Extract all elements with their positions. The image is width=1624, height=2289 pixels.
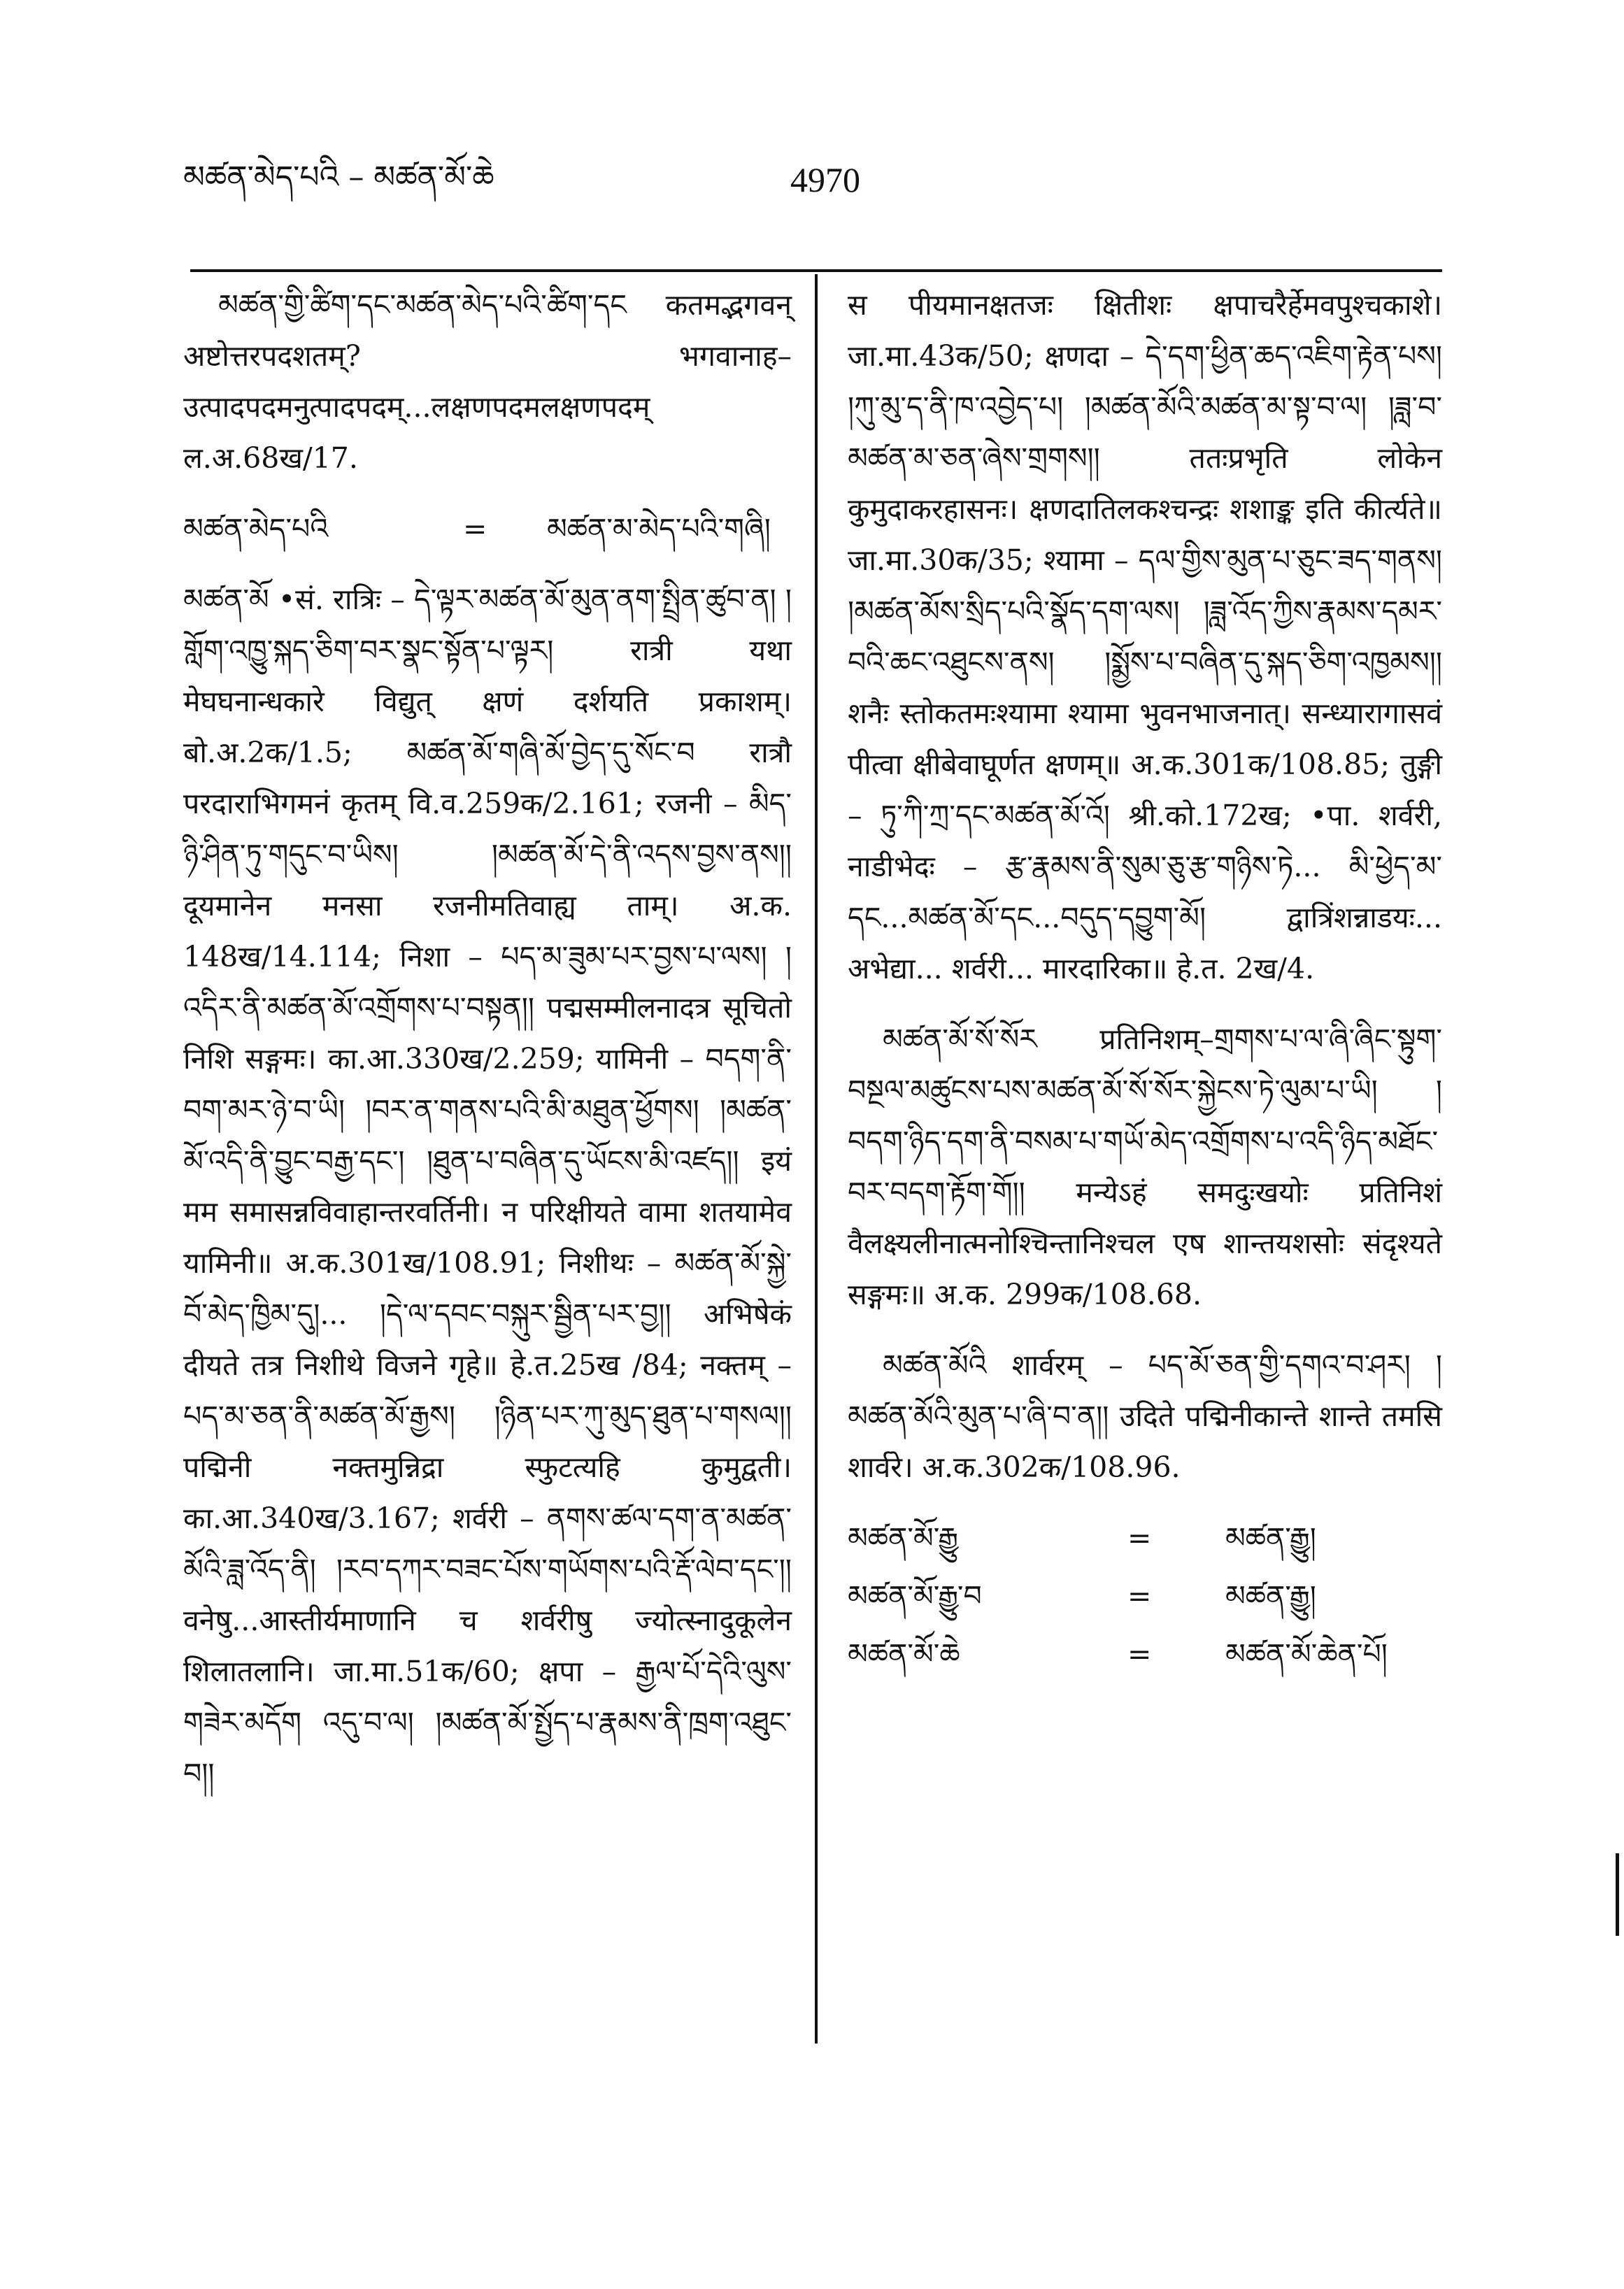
cross-reference-row (848, 1571, 1442, 1622)
cross-reference: མཚན་རྒྱུ། (1225, 1521, 1316, 1555)
cross-reference-row (183, 504, 792, 555)
cross-reference: མཚན་མ་མེད་པའི་གཞི། (547, 512, 771, 545)
entry-paragraph: མཚན་མོ •सं. रात्रिः – དེ་ལྟར་མཚན་མོ་མུན་ནག་སྤྲིན་ཚུབ་ན། །གློག་འཁྱུ་སྐད་ཅིག་བར་སྣང་སྟོན་པ་ལྟར། रात्री यथा मेघघनान्धकारे विद्युत् क्षणं दर्शयति प्रकाशम्। बो.अ.2क/1.5; མཚན་མོ་གཞི་མོ་བྱེད་དུ་སོང་བ रात्रौ परदाराभिगमनं कृतम् वि.व.259क/2.161; रजनी – མིད་ཉི་ཤིན་ཏུ་གདུང་བ་ཡིས། །མཚན་མོ་དེ་ནི་འདས་བྱས་ནས།། दूयमानेन मनसा रजनीमतिवाह्य ताम्। अ.क. 148ख/14.114; निशा – པད་མ་ཟུམ་པར་བྱས་པ་ལས། །འདིར་ནི་མཚན་མོ་འགྲོགས་པ་བསྟན།། पद्मसम्मीलनादत्र सूचितो निशि सङ्गमः। का.आ.330ख/2.259; यामिनी – བདག་ནི་བག་མར་ཉེ་བ་ཡི། །བར་ན་གནས་པའི་མི་མཐུན་ཕྱོགས། །མཚན་མོ་འདི་ནི་བྱུང་བརྒྱ་དང་། །ཐུན་པ་བཞིན་དུ་ཡོངས་མི་འཛད།། इयं मम समासन्नविवाहान्तरवर्तिनी। न परिक्षीयते वामा शतयामेव यामिनी॥ अ.क.301ख/108.91; निशीथः – མཚན་མོ་སྐྱེ་བོ་མེད་ཁྱིམ་དུ།... །དེ་ལ་དབང་བསྐུར་སྦྱིན་པར་བྱ།། अभिषेकं दीयते तत्र निशीथे विजने गृहे॥ हे.त.25ख /84; नक्तम् – པད་མ་ཅན་ནི་མཚན་མོ་རྒྱས། །ཉིན་པར་ཀུ་མུད་ཐུན་པ་གསལ།། पद्मिनी नक्तमुन्निद्रा स्फुटत्यहि कुमुद्वती। का.आ.340ख/3.167; शर्वरी – ནགས་ཚལ་དག་ན་མཚན་མོའི་ཟླ་འོད་ནི། །རབ་དཀར་བཟང་པོས་གཡོགས་པའི་རྡོ་ལེབ་དང་།། वनेषु...आस्तीर्यमाणानि च शर्वरीषु ज्योत्स्नादुकूलेन शिलातलानि। जा.मा.51क/60; क्षपा – རྒྱལ་པོ་དེའི་ལུས་གཟེར་མདོག འདུ་བ་ལ། །མཚན་མོ་སྤྱོད་པ་རྣམས་ནི་ཁྲག་འཐུང་བ།། (183, 583, 792, 1790)
equals-sign: = (1127, 1579, 1152, 1613)
running-head: མཚན་མེད་པའི – མཚན་མོ་ཆེ (183, 159, 494, 195)
entry-paragraph: स पीयमानक्षतजः क्षितीशः क्षपाचरैर्हेमवपुश्चकाशे। जा.मा.43क/50; क्षणदा – དེ་དག་ཕྱིན་ཆད་འཇིག་རྟེན་པས། །ཀུ་མུ་ད་ནི་ཁ་འབྱེད་པ། །མཚན་མོའི་མཚན་མ་སྟ་བ་ལ། །ཟླ་བ་མཚན་མ་ཅན་ཞེས་གྲགས།། ततःप्रभृति लोकेन कुमुदाकरहासनः। क्षणदातिलकश्चन्द्रः शशाङ्क इति कीर्त्यते॥ जा.मा.30क/35; श्यामा – དལ་གྱིས་མུན་པ་ཅུང་ཟད་གནས། །མཚན་མོས་སྲིད་པའི་སྣོད་དག་ལས། །ཟླ་འོད་ཀྱིས་རྣམས་དམར་བའི་ཆང་འཐུངས་ནས། །སྨྱོས་པ་བཞིན་དུ་སྐད་ཅིག་འཁྱམས།། शनैः स्तोकतमःश्यामा श्यामा भुवनभाजनात्। सन्ध्यारागासवं पीत्वा क्षीबेवाघूर्णत क्षणम्॥ अ.क.301क/108.85; तुङ्गी – ཏུ་ཀི་ཀྲ་དང་མཚན་མོ་འོ། श्री.को.172ख; •पा. शर्वरी, नाडीभेदः – རྩ་རྣམས་ནི་སུམ་ཅུ་རྩ་གཉིས་ཏེ... མི་ཕྱེད་མ་དང...མཚན་མོ་དང...བདུད་དབྱུག་མོ། द्वात्रिंशन्नाडयः... अभेद्या... शर्वरी... मारदारिका॥ हे.त. 2ख/4. (848, 288, 1442, 985)
entry-paragraph: མཚན་གྱི་ཚིག་དང་མཚན་མེད་པའི་ཚིག་དང कतमद्भगवन् अष्टोत्तरपदशतम्? भगवानाह–उत्पादपदमनुत्पादपदम्...लक्षणपदमलक्षणपदम् ल.अ.68ख/17. (183, 288, 792, 475)
equals-sign: = (1127, 1521, 1152, 1555)
headword: མཚན་མོ་ཆེ (848, 1637, 960, 1671)
cross-reference-row (848, 1513, 1442, 1564)
headword: མཚན་མེད་པའི (183, 512, 329, 545)
equals-sign: = (463, 512, 487, 545)
left-column (183, 280, 792, 1819)
right-column (848, 280, 1442, 1687)
equals-sign: = (1127, 1637, 1152, 1671)
column-divider (815, 274, 818, 2044)
margin-mark (1616, 1853, 1619, 1936)
header-rule (190, 269, 1442, 272)
cross-reference: མཚན་མོ་ཆེན་པོ། (1225, 1637, 1388, 1671)
headword: མཚན་མོ་རྒྱུ (848, 1521, 959, 1555)
entry-paragraph: མཚན་མོ་སོ་སོར प्रतिनिशम्–གྲགས་པ་ལ་ཞི་ཞིང་སྟུག་བསྔལ་མཚུངས་པས་མཚན་མོ་སོ་སོར་སྐྱེངས་ཏེ་ལུམ་པ་ཡི། །བདག་ཉིད་དག་ནི་བསམ་པ་གཡོ་མེད་འགྲོགས་པ་འདི་ཉིད་མཐོང་བར་བདག་རྟོག་གོ།། मन्येऽहं समदुःखयोः प्रतिनिशं वैलक्ष्यलीनात्मनोश्चिन्तानिश्चल एष शान्तयशसोः संदृश्यते सङ्गमः॥ अ.क. 299क/108.68. (848, 1022, 1442, 1311)
entry-paragraph: མཚན་མོའི शार्वरम् – པད་མོ་ཅན་གྱི་དགའ་བ་ཤར། །མཚན་མོའི་མུན་པ་ཞི་བ་ན།། उदिते पद्मिनीकान्ते शान्ते तमसि शार्वरे। अ.क.302क/108.96. (848, 1348, 1442, 1484)
headword: མཚན་མོ་རྒྱུ་བ (848, 1579, 982, 1613)
cross-reference: མཚན་རྒྱུ། (1225, 1579, 1316, 1613)
cross-reference-row (848, 1629, 1442, 1680)
page-number: 4970 (790, 160, 860, 199)
